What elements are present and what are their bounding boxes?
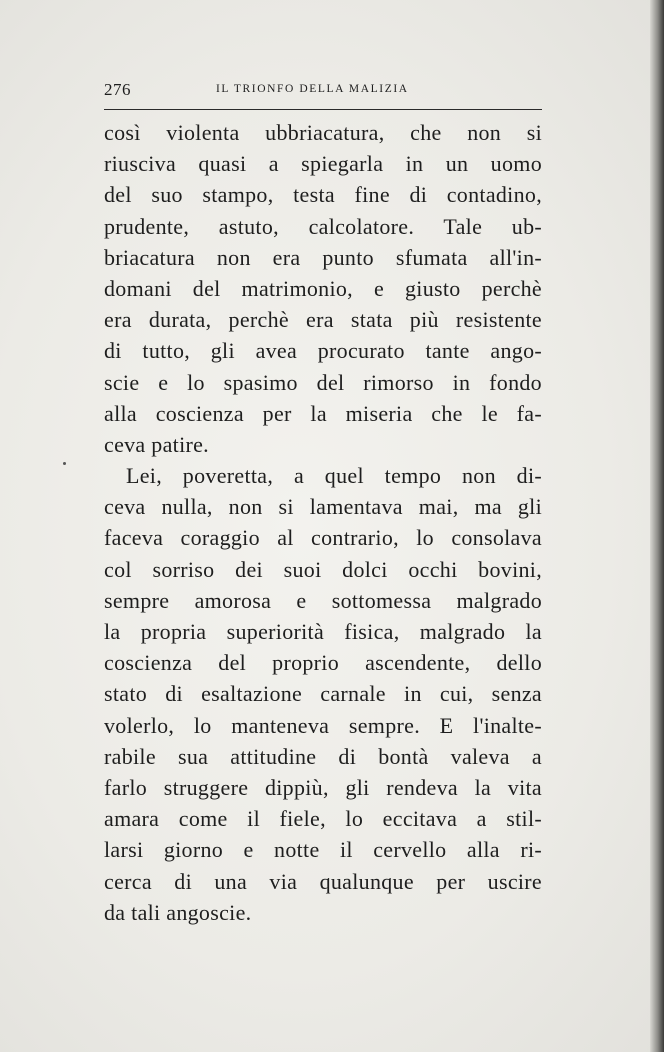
text-line: la propria superiorità fisica, malgrado la (104, 619, 542, 644)
text-line: faceva coraggio al contrario, lo consolava (104, 525, 542, 551)
text-line: amara come il fiele, lo eccitava a stil- (104, 806, 542, 832)
header-rule (104, 109, 542, 110)
text-line: coscienza del proprio ascendente, dello (104, 650, 542, 676)
text-line: prudente, astuto, calcolatore. Tale ub- (104, 213, 542, 239)
print-speck (63, 462, 66, 465)
text-line: era durata, perchè era stata più resistente (104, 307, 542, 333)
paragraph-end-line: da tali angoscie. (104, 899, 252, 925)
text-line: farlo struggere dippiù, gli rendeva la vita (104, 774, 542, 800)
text-line: riusciva quasi a spiegarla in un uomo (104, 151, 542, 177)
text-line: di tutto, gli avea procurato tante ango- (104, 338, 542, 364)
text-line: cerca di una via qualunque per uscire (104, 868, 542, 894)
running-title: IL TRIONFO DELLA MALIZIA (216, 83, 409, 95)
page-number: 276 (104, 80, 131, 99)
text-line: domani del matrimonio, e giusto perchè (104, 275, 542, 301)
text-line: briacatura non era punto sfumata all'in- (104, 244, 542, 270)
body-text (104, 117, 542, 928)
text-line: del suo stampo, testa fine di contadino, (104, 182, 542, 208)
running-header (104, 80, 542, 106)
paragraph-end-line: ceva patire. (104, 431, 209, 457)
page-edge-shadow (650, 0, 664, 1052)
paragraph-start-line: Lei, poveretta, a quel tempo non di- (126, 463, 542, 489)
text-line: alla coscienza per la miseria che le fa- (104, 400, 542, 426)
text-line: larsi giorno e notte il cervello alla ri- (104, 837, 542, 863)
text-line: rabile sua attitudine di bontà valeva a (104, 743, 542, 769)
text-line: così violenta ubbriacatura, che non si (104, 120, 542, 145)
text-line: sempre amorosa e sottomessa malgrado (104, 587, 542, 613)
text-line: stato di esaltazione carnale in cui, senza (104, 681, 542, 707)
text-line: col sorriso dei suoi dolci occhi bovini, (104, 556, 542, 582)
text-line: ceva nulla, non si lamentava mai, ma gli (104, 494, 542, 520)
text-line: scie e lo spasimo del rimorso in fondo (104, 369, 542, 395)
text-line: volerlo, lo manteneva sempre. E l'inalte- (104, 712, 542, 738)
